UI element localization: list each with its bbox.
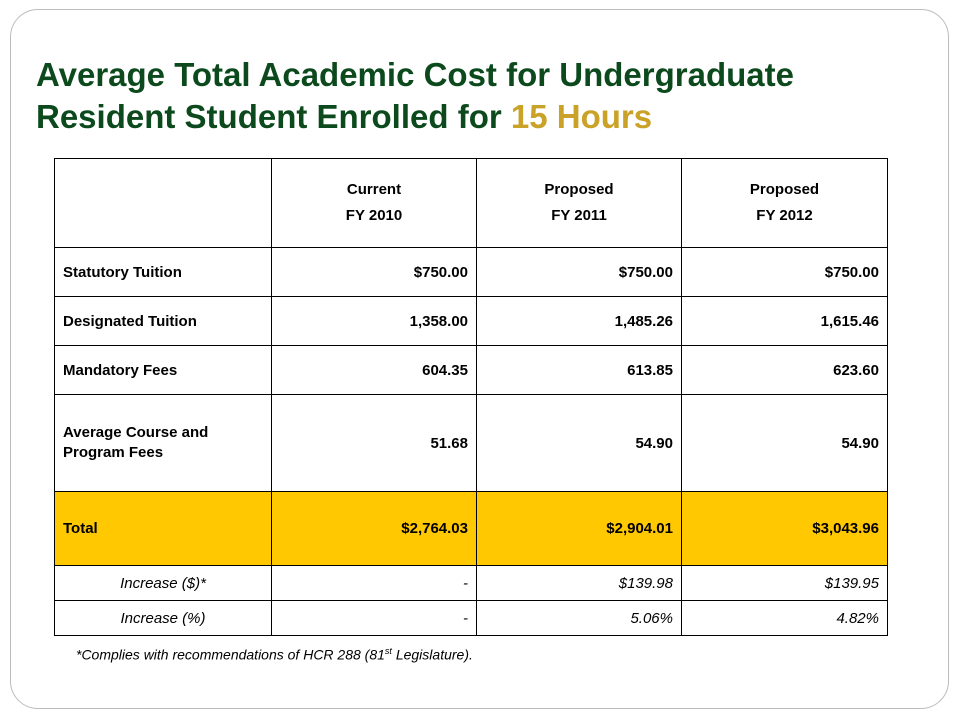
table-row-increase-percent — [55, 601, 888, 636]
title-line-1: Average Total Academic Cost for Undergraduate — [36, 56, 794, 93]
cell-fy2012: $750.00 — [682, 248, 888, 297]
slide-title — [36, 54, 916, 138]
row-label: Total — [55, 492, 272, 566]
cell-fy2012: $3,043.96 — [682, 492, 888, 566]
table-row-total — [55, 492, 888, 566]
cell-fy2012: $139.95 — [682, 566, 888, 601]
cell-fy2010: - — [272, 566, 477, 601]
row-label-line-2: Program Fees — [63, 444, 164, 461]
cell-fy2010: $2,764.03 — [272, 492, 477, 566]
column-header-fy2010 — [272, 159, 477, 248]
header-empty-cell — [55, 159, 272, 248]
row-label — [55, 395, 272, 492]
footnote — [76, 646, 473, 663]
cell-fy2011: 1,485.26 — [477, 297, 682, 346]
title-highlight-hours: 15 Hours — [510, 98, 653, 135]
column-header-year: FY 2010 — [345, 207, 403, 224]
row-label: Mandatory Fees — [55, 346, 272, 395]
column-header-year: FY 2011 — [551, 207, 607, 224]
cell-fy2010: 51.68 — [272, 395, 477, 492]
table-row-increase-dollar — [55, 566, 888, 601]
column-header-fy2011 — [477, 159, 682, 248]
column-header-fy2012 — [682, 159, 888, 248]
column-header-status: Current — [346, 181, 402, 198]
cell-fy2011: $2,904.01 — [477, 492, 682, 566]
footnote-ordinal-suffix: st — [384, 646, 392, 656]
cell-fy2012: 54.90 — [682, 395, 888, 492]
table-row-designated-tuition — [55, 297, 888, 346]
cell-fy2010: $750.00 — [272, 248, 477, 297]
cell-fy2010: - — [272, 601, 477, 636]
column-header-status: Proposed — [749, 181, 820, 198]
cell-fy2012: 623.60 — [682, 346, 888, 395]
title-line-2-prefix: Resident Student Enrolled for — [36, 98, 511, 135]
row-label-line-1: Average Course and — [63, 424, 209, 441]
column-header-status: Proposed — [544, 181, 614, 198]
cell-fy2010: 1,358.00 — [272, 297, 477, 346]
cell-fy2011: 613.85 — [477, 346, 682, 395]
footnote-text: *Complies with recommendations of HCR 288 (81 — [76, 646, 385, 663]
row-label: Increase (%) — [55, 601, 272, 636]
cell-fy2012: 1,615.46 — [682, 297, 888, 346]
table-row-course-program-fees — [55, 395, 888, 492]
cell-fy2011: $139.98 — [477, 566, 682, 601]
cell-fy2012: 4.82% — [682, 601, 888, 636]
cell-fy2011: 54.90 — [477, 395, 682, 492]
column-header-year: FY 2012 — [756, 207, 813, 224]
footnote-text-end: Legislature). — [391, 646, 473, 663]
cell-fy2011: 5.06% — [477, 601, 682, 636]
row-label: Statutory Tuition — [55, 248, 272, 297]
cell-fy2010: 604.35 — [272, 346, 477, 395]
row-label: Increase ($)* — [55, 566, 272, 601]
row-label: Designated Tuition — [55, 297, 272, 346]
cost-table — [54, 158, 888, 636]
table-header-row — [55, 159, 888, 248]
cell-fy2011: $750.00 — [477, 248, 682, 297]
table-row-statutory-tuition — [55, 248, 888, 297]
table-row-mandatory-fees — [55, 346, 888, 395]
